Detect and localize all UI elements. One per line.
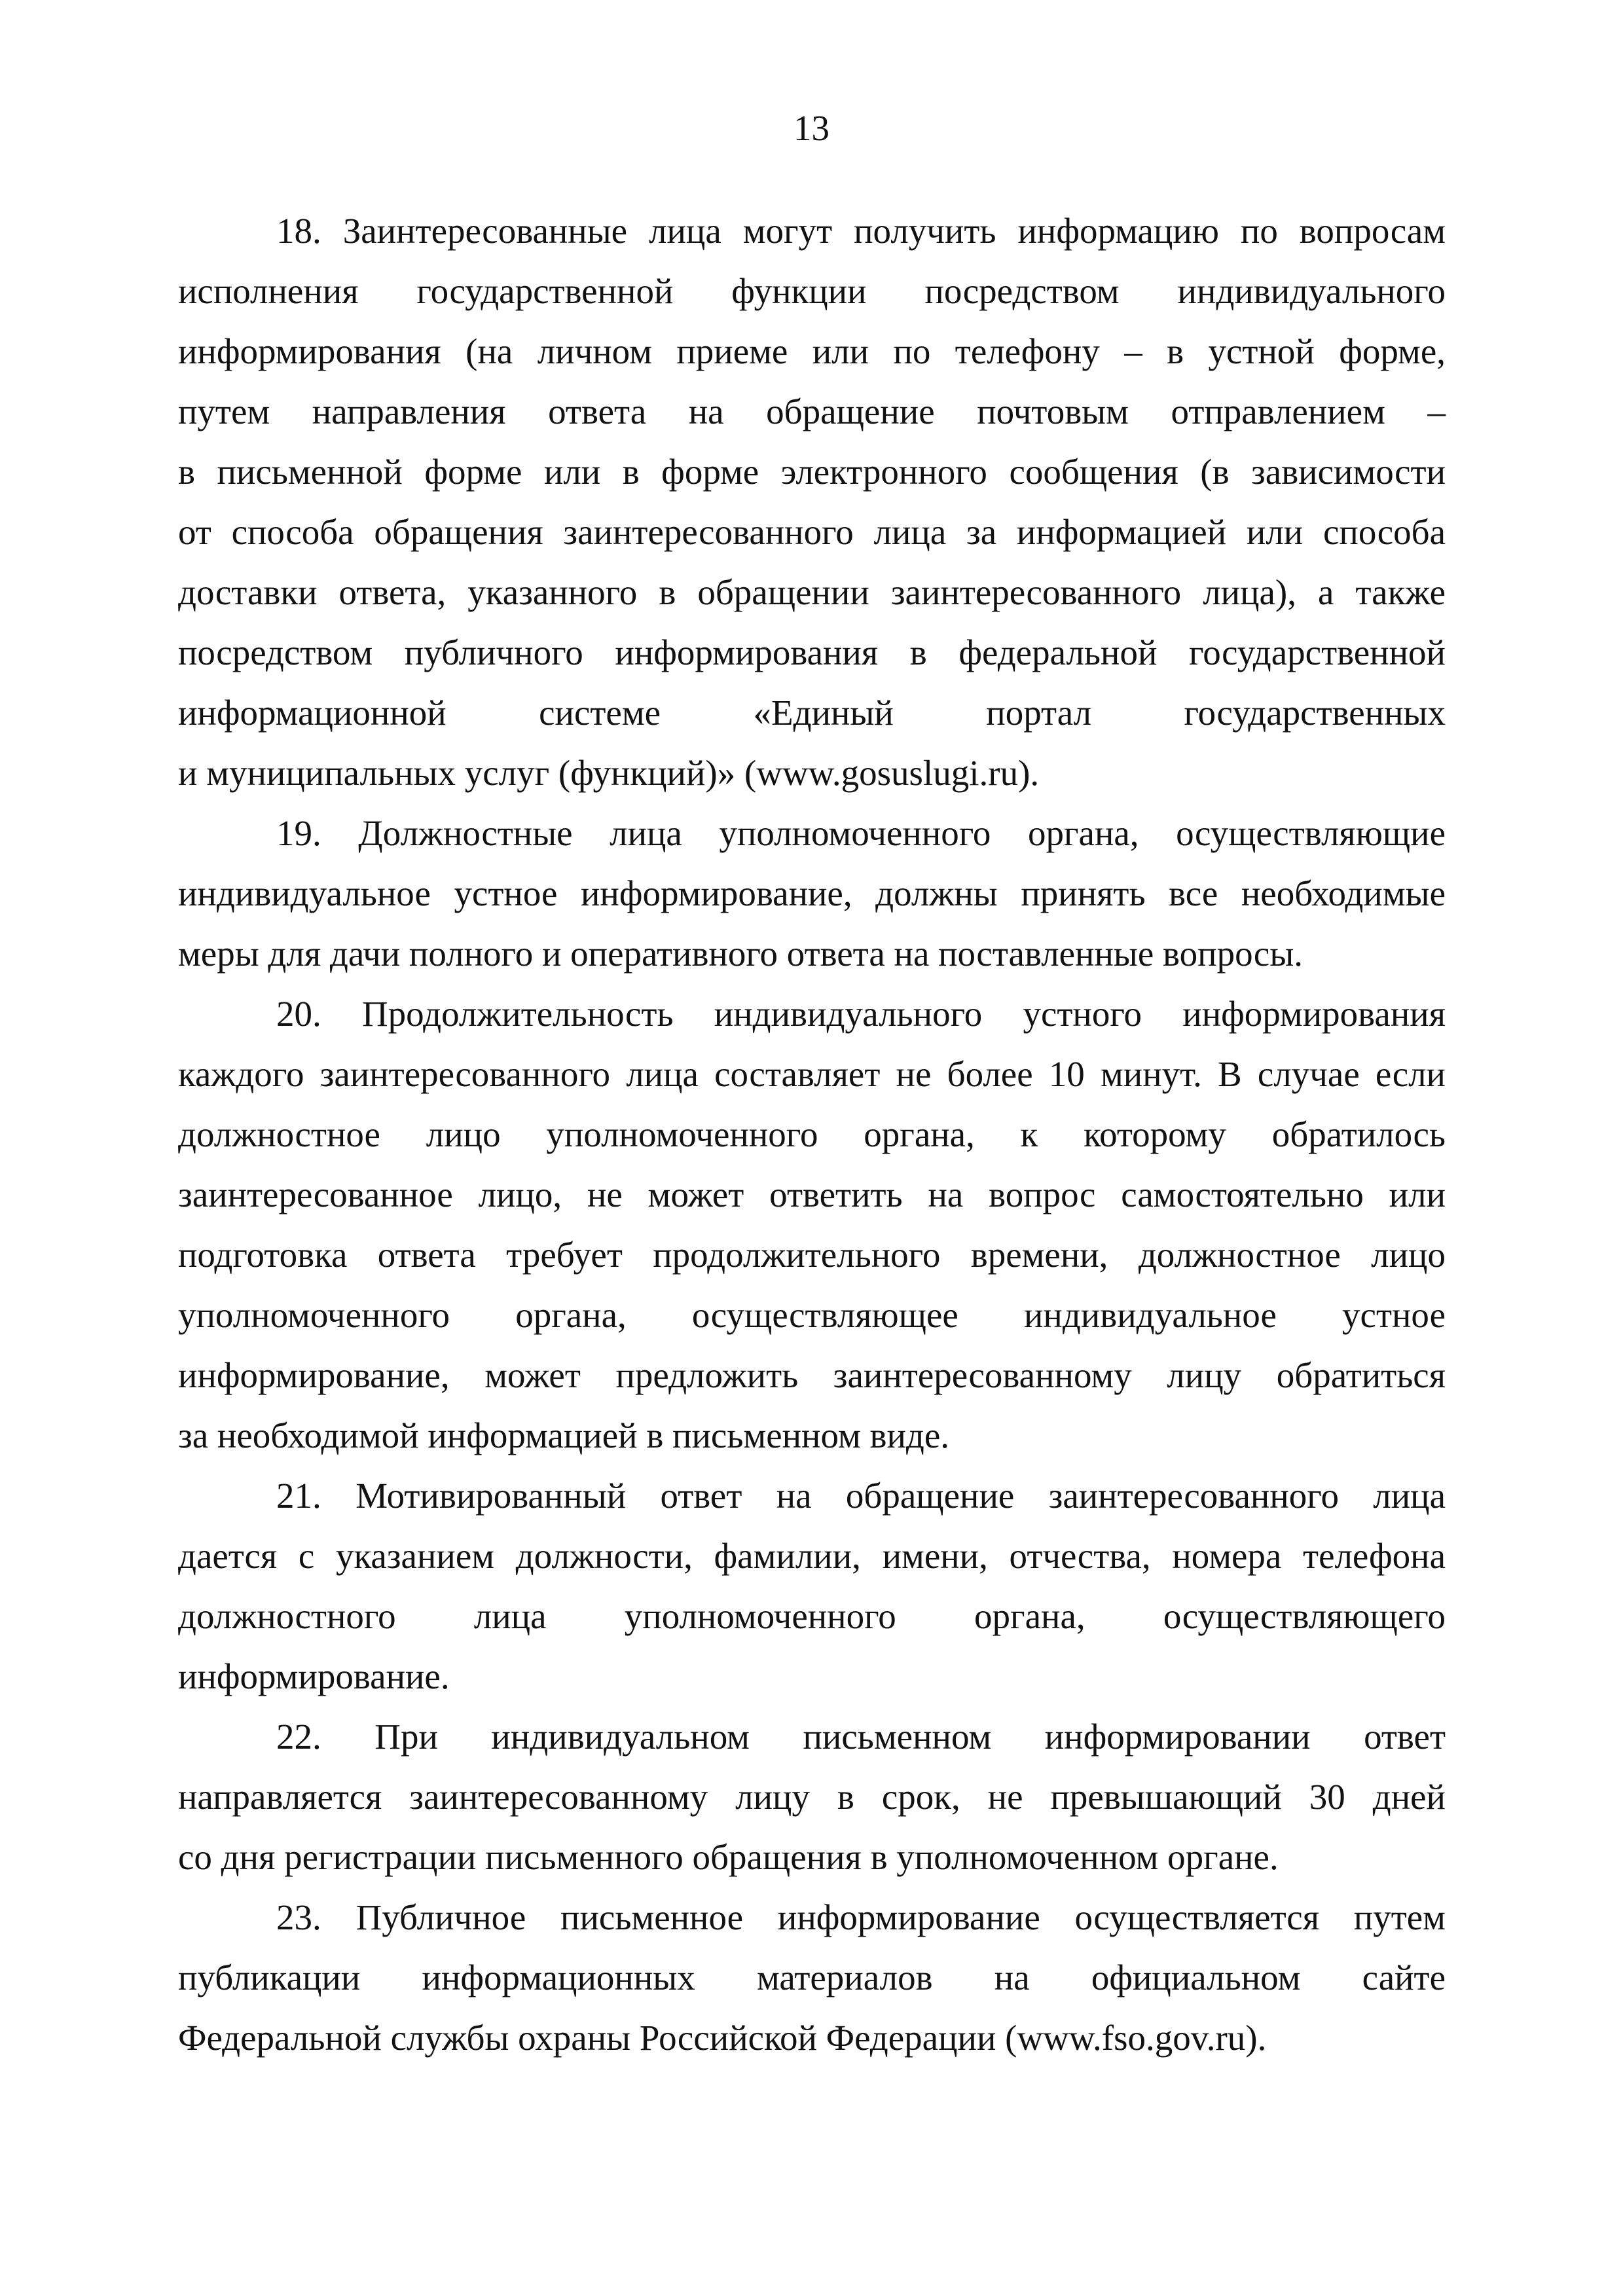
paragraph-line: за необходимой информацией в письменном виде. — [178, 1415, 950, 1455]
paragraph-line: посредством публичного информирования в федеральной государственной — [178, 632, 1446, 672]
paragraph-line: индивидуальное устное информирование, должны принять все необходимые — [178, 873, 1446, 913]
paragraph-line: в письменной форме или в форме электронного сообщения (в зависимости — [178, 452, 1446, 492]
paragraph-line: 20. Продолжительность индивидуального устного информирования — [276, 994, 1446, 1034]
paragraph-line: и муниципальных услуг (функций)» (www.gosuslugi.ru). — [178, 753, 1040, 793]
paragraph-22 — [178, 1707, 1446, 1887]
paragraph-18 — [178, 201, 1446, 803]
paragraph-line: публикации информационных материалов на официальном сайте — [178, 1958, 1446, 1997]
paragraph-line: информационной системе «Единый портал государственных — [178, 693, 1446, 733]
paragraph-line: должностного лица уполномоченного органа, осуществляющего — [178, 1596, 1446, 1636]
paragraph-line: 18. Заинтересованные лица могут получить информацию по вопросам — [276, 211, 1446, 251]
paragraph-line: уполномоченного органа, осуществляющее индивидуальное устное — [178, 1295, 1446, 1335]
paragraph-line: со дня регистрации письменного обращения в уполномоченном органе. — [178, 1837, 1279, 1877]
paragraph-line: информирование, может предложить заинтересованному лицу обратиться — [178, 1355, 1446, 1395]
paragraph-line: доставки ответа, указанного в обращении заинтересованного лица), а также — [178, 572, 1446, 612]
document-body — [178, 201, 1446, 2068]
paragraph-line: информирование. — [178, 1656, 450, 1696]
paragraph-line: 19. Должностные лица уполномоченного органа, осуществляющие — [276, 813, 1446, 853]
paragraph-line: 21. Мотивированный ответ на обращение заинтересованного лица — [276, 1476, 1446, 1516]
paragraph-line: от способа обращения заинтересованного лица за информацией или способа — [178, 512, 1446, 552]
paragraph-20 — [178, 984, 1446, 1466]
paragraph-line: 22. При индивидуальном письменном информировании ответ — [276, 1717, 1446, 1757]
paragraph-line: 23. Публичное письменное информирование осуществляется путем — [276, 1897, 1446, 1937]
paragraph-line: дается с указанием должности, фамилии, имени, отчества, номера телефона — [178, 1536, 1446, 1576]
paragraph-line: Федеральной службы охраны Российской Федерации (www.fso.gov.ru). — [178, 2018, 1267, 2058]
paragraph-line: заинтересованное лицо, не может ответить на вопрос самостоятельно или — [178, 1175, 1446, 1214]
paragraph-19 — [178, 803, 1446, 984]
paragraph-23 — [178, 1887, 1446, 2068]
paragraph-line: меры для дачи полного и оперативного ответа на поставленные вопросы. — [178, 934, 1304, 974]
paragraph-line: должностное лицо уполномоченного органа, к которому обратилось — [178, 1114, 1446, 1154]
paragraph-line: путем направления ответа на обращение почтовым отправлением – — [178, 392, 1446, 431]
page-number: 13 — [793, 108, 830, 148]
paragraph-21 — [178, 1466, 1446, 1707]
paragraph-line: информирования (на личном приеме или по телефону – в устной форме, — [178, 331, 1446, 371]
paragraph-line: исполнения государственной функции посредством индивидуального — [178, 271, 1446, 311]
paragraph-line: каждого заинтересованного лица составляет не более 10 минут. В случае если — [178, 1054, 1446, 1094]
paragraph-line: направляется заинтересованному лицу в срок, не превышающий 30 дней — [178, 1777, 1446, 1817]
paragraph-line: подготовка ответа требует продолжительного времени, должностное лицо — [178, 1235, 1446, 1275]
